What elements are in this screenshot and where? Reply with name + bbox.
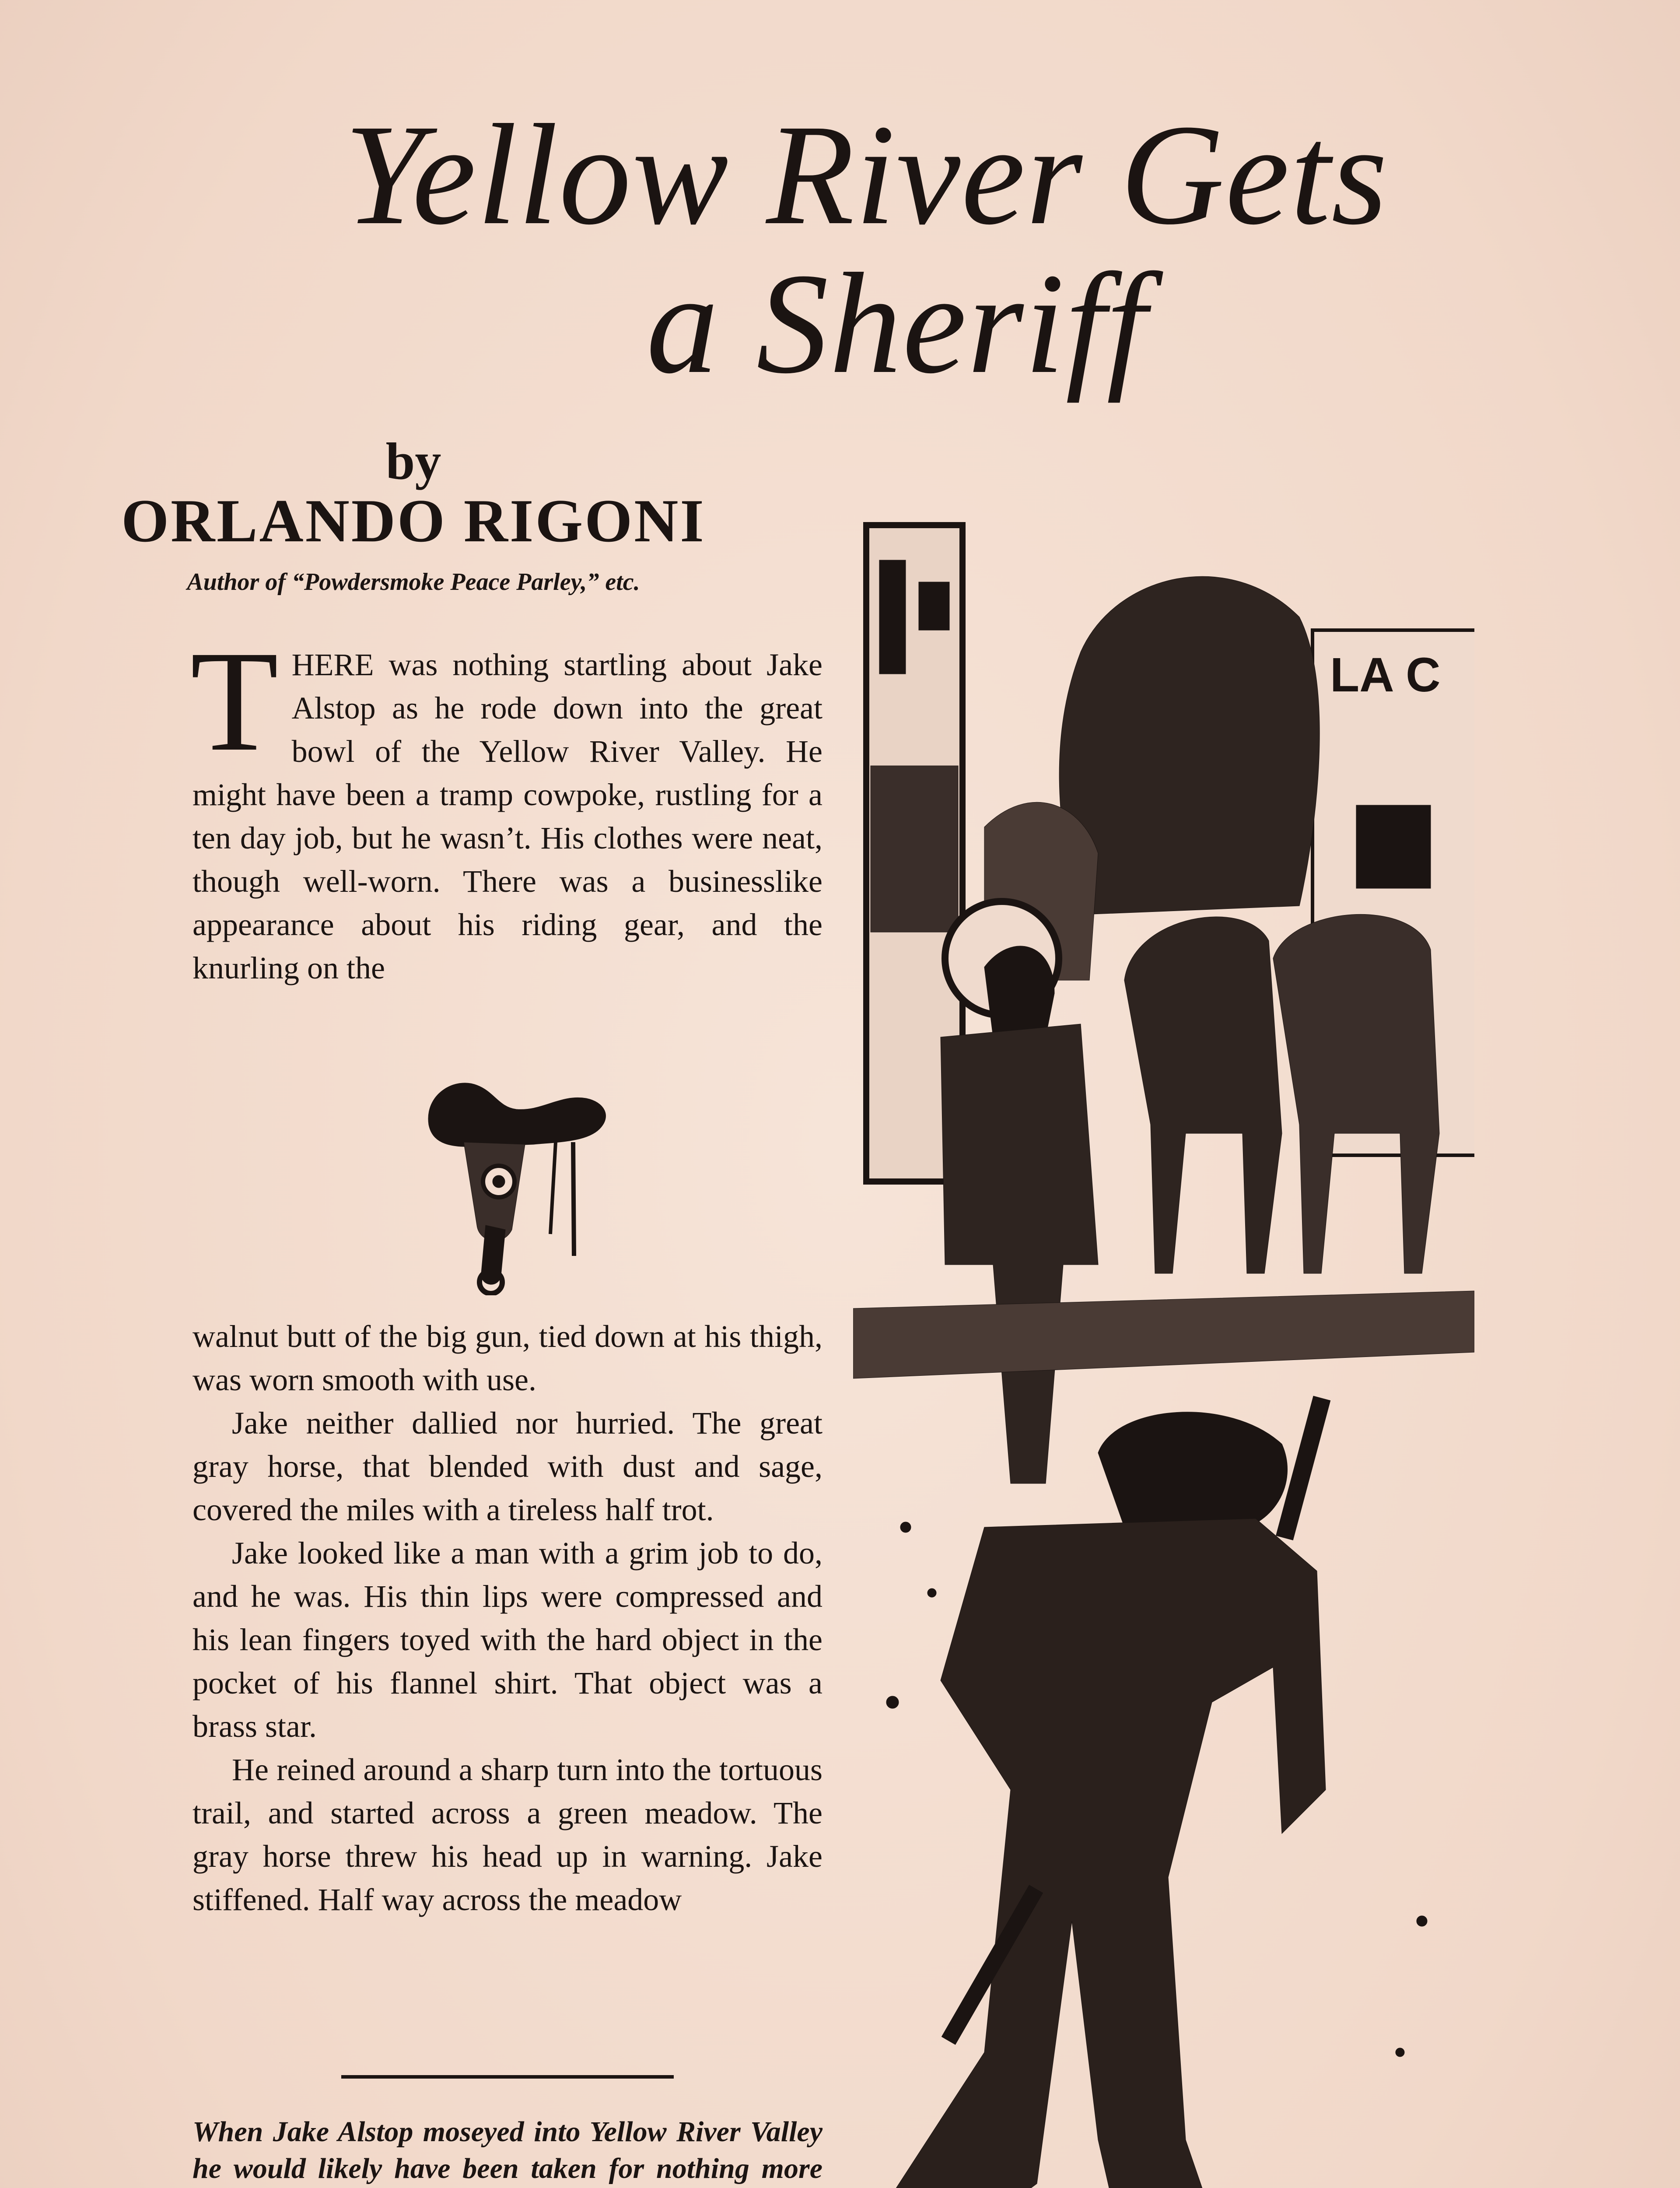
- paragraph-1-start: HERE was nothing startling about Jake Alstop as he rode down into the great bowl of the Yellow River Valley. He might have been a tramp cowpoke, rustling for a ten day job, but he wasn’t. His clothes were neat, though well-worn. There was a businesslike appearance about his riding gear, and the knurling on the: [192, 647, 822, 985]
- paragraph-4: He reined around a sharp turn into the tortuous trail, and started across a green meadow. The gray horse threw his head up in warning. Jake stiffened. Half way across the meadow: [192, 1752, 822, 1917]
- story-summary: When Jake Alstop moseyed into Yellow River Valley he would likely have been taken for nothing more: [192, 2116, 822, 2184]
- opening-paragraph: [190, 621, 822, 1037]
- cantina-sign: LA C: [1330, 648, 1441, 702]
- paragraph-1-end: walnut butt of the big gun, tied down at his thigh, was worn smooth with use.: [192, 1319, 822, 1397]
- paragraph-3: Jake looked like a man with a grim job to do, and he was. His thin lips were compressed and his lean fingers toyed with the hard object in the pocket of his flannel shirt. That object was a brass star.: [192, 1536, 822, 1744]
- author-credit: Author of “Powdersmoke Peace Parley,” etc.: [187, 568, 640, 596]
- title-line-1: Yellow River Gets: [344, 95, 1389, 255]
- saddle-icon: [411, 1068, 621, 1295]
- body-continued: [192, 1315, 822, 1922]
- story-title: [0, 95, 1680, 403]
- drop-cap: T: [190, 621, 279, 781]
- western-illustration: [853, 521, 1474, 2188]
- author-name: ORLANDO RIGONI: [121, 487, 706, 555]
- title-line-2: a Sheriff: [646, 244, 1148, 403]
- summary-rule-top: [341, 2075, 674, 2079]
- paragraph-2: Jake neither dallied nor hurried. The great gray horse, that blended with dust and sage, covered the miles with a tireless half trot.: [192, 1406, 822, 1527]
- byline-by: by: [385, 432, 441, 490]
